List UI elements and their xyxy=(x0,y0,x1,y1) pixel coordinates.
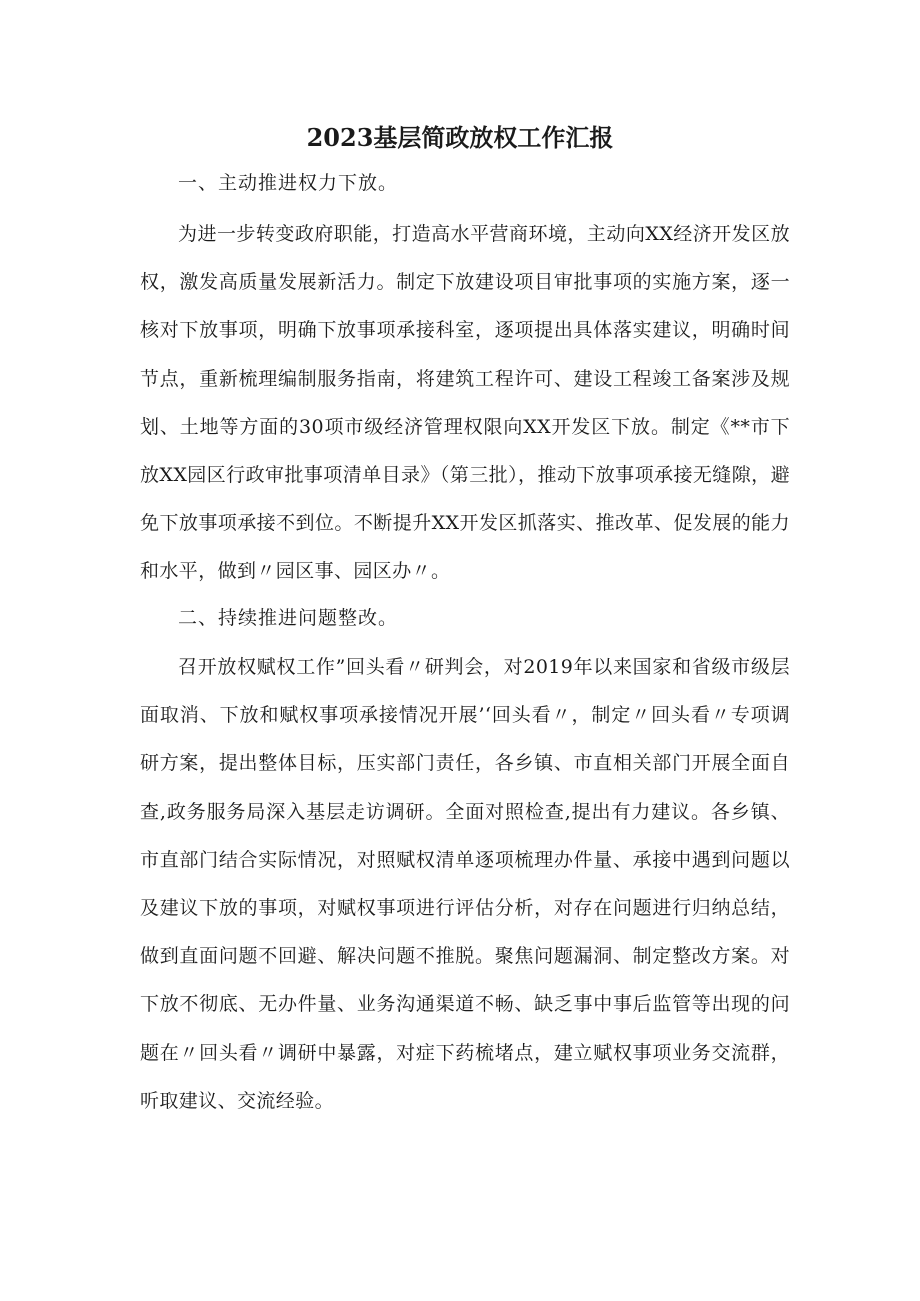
document-title: 2023基层简政放权工作汇报 xyxy=(306,123,614,152)
section-heading-2: 二、持续推进问题整改。 xyxy=(178,607,399,629)
section-paragraph-2: 召开放权赋权工作”回头看〃研判会，对2019年以来国家和省级市级层面取消、下放和赋权事项承接情况开展’‘回头看〃，制定〃回头看〃专项调研方案，提出整体目标，压实部门责任，各乡镇、市直相关部门开展全面自查,政务服务局深入基层走访调研。全面对照检查,提出有力建议。各乡镇、市直部门结合实际情况，对照赋权清单逐项梳理办件量、承接中遇到问题以及建议下放的事项，对赋权事项进行评估分析，对存在问题进行归纳总结，做到直面问题不回避、解决问题不推脱。聚焦问题漏洞、制定整改方案。对下放不彻底、无办件量、业务沟通渠道不畅、缺乏事中事后监管等出现的问题在〃回头看〃调研中暴露，对症下药梳堵点，建立赋权事项业务交流群，听取建议、交流经验。 xyxy=(140,656,790,1112)
section-heading-1: 一、主动推进权力下放。 xyxy=(178,172,399,194)
section-paragraph-1: 为进一步转变政府职能，打造高水平营商环境，主动向XX经济开发区放权，激发高质量发展新活力。制定下放建设项目审批事项的实施方案，逐一核对下放事项，明确下放事项承接科室，逐项提出具体落实建议，明确时间节点，重新梳理编制服务指南，将建筑工程许可、建设工程竣工备案涉及规划、土地等方面的30项市级经济管理权限向XX开发区下放。制定《**市下放XX园区行政审批事项清单目录》（第三批），推动下放事项承接无缝隙，避免下放事项承接不到位。不断提升XX开发区抓落实、推改革、促发展的能力和水平，做到〃园区事、园区办〃。 xyxy=(140,223,790,583)
